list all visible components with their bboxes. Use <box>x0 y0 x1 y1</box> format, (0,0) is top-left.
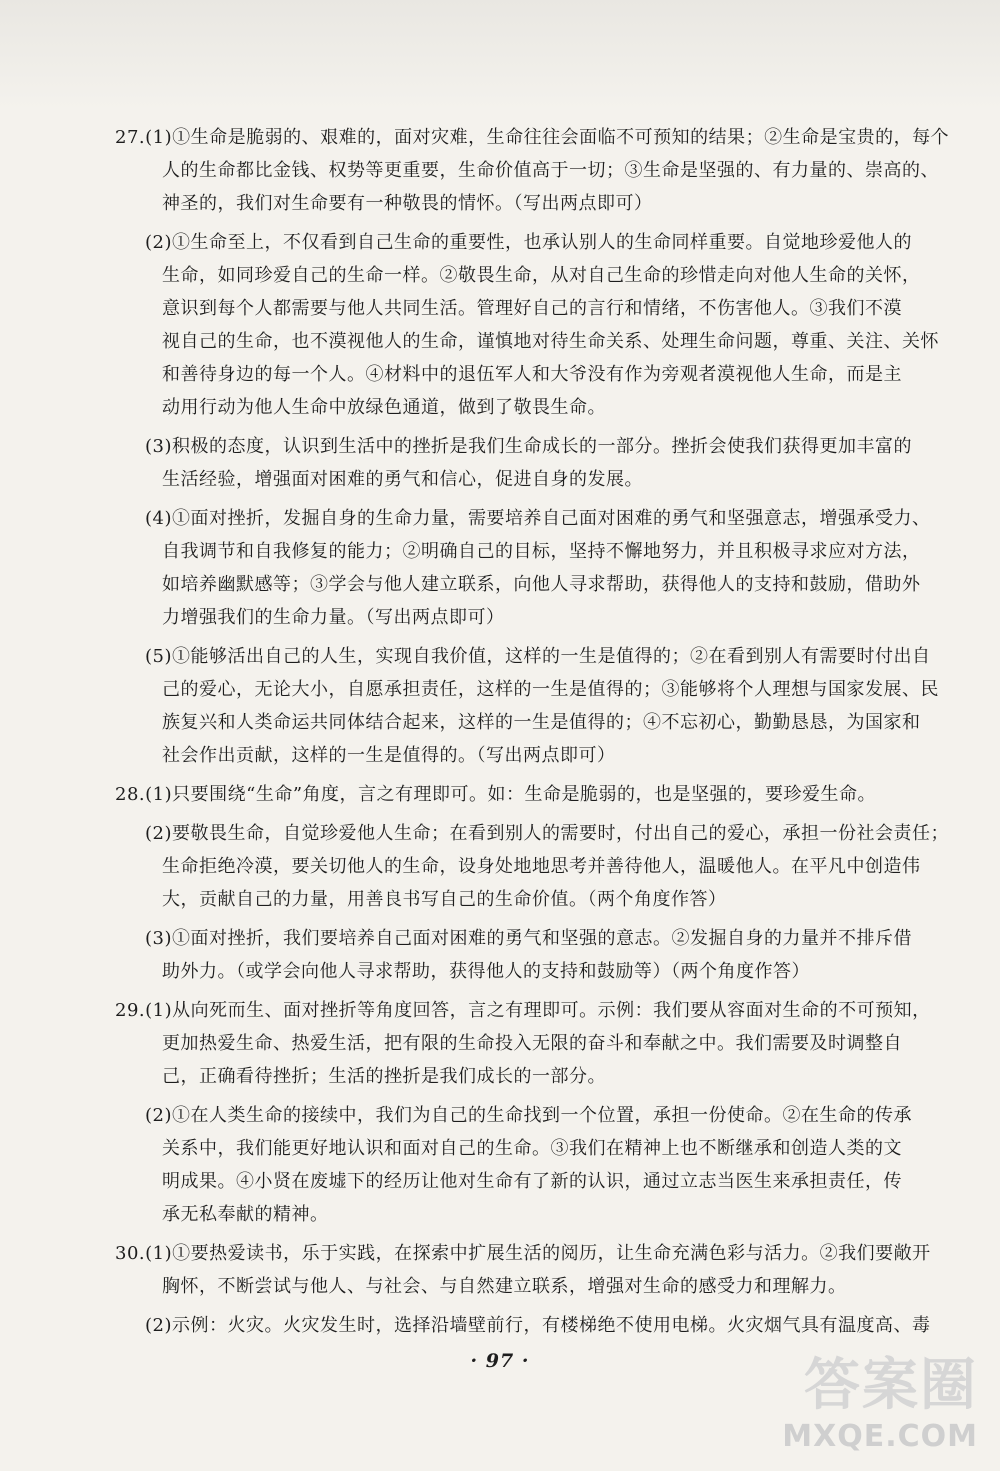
text-line: 社会作出贡献，这样的一生是值得的。（写出两点即可） <box>162 745 616 766</box>
text-line: 人的生命都比金钱、权势等更重要，生命价值高于一切；③生命是坚强的、有力量的、崇高的、 <box>162 160 939 181</box>
text-line: (2)①在人类生命的接续中，我们为自己的生命找到一个位置，承担一份使命。②在生命的传承 <box>145 1105 912 1126</box>
text-line: 明成果。④小贤在废墟下的经历让他对生命有了新的认识，通过立志当医生来承担责任，传 <box>162 1171 902 1192</box>
text-line: 族复兴和人类命运共同体结合起来，这样的一生是值得的；④不忘初心，勤勤恳恳，为国家和 <box>162 712 921 733</box>
text-line: (4)①面对挫折，发掘自身的生命力量，需要培养自己面对困难的勇气和坚强意志，增强承受力、 <box>145 508 931 529</box>
text-line: 生活经验，增强面对困难的勇气和信心，促进自身的发展。 <box>162 469 643 490</box>
text-line: 己，正确看待挫折；生活的挫折是我们成长的一部分。 <box>162 1066 606 1087</box>
page-number: · 97 · <box>470 1350 530 1372</box>
text-line: 己的爱心，无论大小，自愿承担责任，这样的一生是值得的；③能够将个人理想与国家发展、民 <box>162 679 939 700</box>
watermark-title: 答案圈 <box>804 1353 978 1418</box>
text-line: 和善待身边的每一个人。④材料中的退伍军人和大爷没有作为旁观者漠视他人生命，而是主 <box>162 364 902 385</box>
text-line: 视自己的生命，也不漠视他人的生命，谨慎地对待生命关系、处理生命问题，尊重、关注、关怀 <box>162 331 939 352</box>
text-line: 动用行动为他人生命中放绿色通道，做到了敬畏生命。 <box>162 397 606 418</box>
text-line: 力增强我们的生命力量。（写出两点即可） <box>162 607 505 628</box>
text-line: 助外力。（或学会向他人寻求帮助，获得他人的支持和鼓励等）（两个角度作答） <box>162 961 810 982</box>
scan-shadow <box>0 0 1000 110</box>
text-line: 大，贡献自己的力量，用善良书写自己的生命价值。（两个角度作答） <box>162 889 727 910</box>
text-line: 胸怀，不断尝试与他人、与社会、与自然建立联系，增强对生命的感受力和理解力。 <box>162 1276 847 1297</box>
text-line: 29.(1)从向死而生、面对挫折等角度回答，言之有理即可。示例：我们要从容面对生命的不可预知， <box>115 1000 931 1021</box>
text-line: (2)要敬畏生命，自觉珍爱他人生命；在看到别人的需要时，付出自己的爱心，承担一份社会责任； <box>145 823 949 844</box>
text-line: 30.(1)①要热爱读书，乐于实践，在探索中扩展生活的阅历，让生命充满色彩与活力。②我们要敞开 <box>115 1243 931 1264</box>
text-line: 生命拒绝冷漠，要关切他人的生命，设身处地地思考并善待他人，温暖他人。在平凡中创造伟 <box>162 856 921 877</box>
text-line: 承无私奉献的精神。 <box>162 1204 329 1225</box>
text-line: 更加热爱生命、热爱生活，把有限的生命投入无限的奋斗和奉献之中。我们需要及时调整自 <box>162 1033 902 1054</box>
text-line: 神圣的，我们对生命要有一种敬畏的情怀。（写出两点即可） <box>162 193 653 214</box>
text-line: (3)①面对挫折，我们要培养自己面对困难的勇气和坚强的意志。②发掘自身的力量并不排斥借 <box>145 928 912 949</box>
text-line: 意识到每个人都需要与他人共同生活。管理好自己的言行和情绪，不伤害他人。③我们不漠 <box>162 298 902 319</box>
text-line: (2)示例：火灾。火灾发生时，选择沿墙壁前行，有楼梯绝不使用电梯。火灾烟气具有温度高、毒 <box>145 1315 931 1336</box>
text-line: 27.(1)①生命是脆弱的、艰难的，面对灾难，生命往往会面临不可预知的结果；②生命是宝贵的，每个 <box>115 127 950 148</box>
watermark-url: MXQE.COM <box>782 1419 978 1454</box>
text-line: 自我调节和自我修复的能力；②明确自己的目标，坚持不懈地努力，并且积极寻求应对方法， <box>162 541 921 562</box>
text-line: 如培养幽默感等；③学会与他人建立联系，向他人寻求帮助，获得他人的支持和鼓励，借助外 <box>162 574 921 595</box>
text-line: (3)积极的态度，认识到生活中的挫折是我们生命成长的一部分。挫折会使我们获得更加丰富的 <box>145 436 912 457</box>
text-line: (2)①生命至上，不仅看到自己生命的重要性，也承认别人的生命同样重要。自觉地珍爱他人的 <box>145 232 912 253</box>
watermark-logo <box>782 1353 978 1461</box>
text-line: 关系中，我们能更好地认识和面对自己的生命。③我们在精神上也不断继承和创造人类的文 <box>162 1138 902 1159</box>
text-line: 28.(1)只要围绕“生命”角度，言之有理即可。如：生命是脆弱的，也是坚强的，要珍爱生命。 <box>115 784 877 805</box>
text-line: 生命，如同珍爱自己的生命一样。②敬畏生命，从对自己生命的珍惜走向对他人生命的关怀， <box>162 265 921 286</box>
text-line: (5)①能够活出自己的人生，实现自我价值，这样的一生是值得的；②在看到别人有需要时付出自 <box>145 646 931 667</box>
